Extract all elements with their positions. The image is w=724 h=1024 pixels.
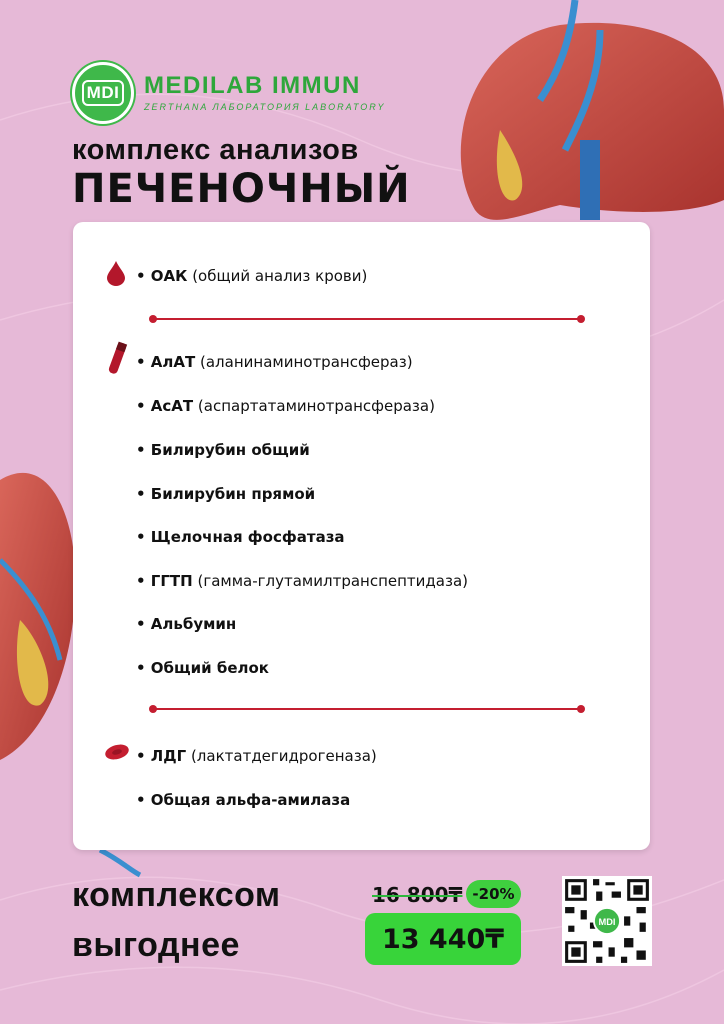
list-item: • ОАК (общий анализ крови) (136, 267, 368, 285)
list-item: • АсАТ (аспартатаминотрансфераза) (136, 397, 435, 415)
separator-line (153, 318, 581, 320)
blood-drop-icon (106, 260, 126, 286)
list-item: • Билирубин прямой (136, 485, 316, 503)
qr-code[interactable] (562, 876, 652, 966)
list-item: • ЛДГ (лактатдегидрогеназа) (136, 747, 377, 765)
discount-badge: -20% (466, 880, 521, 908)
qr-logo-text: MDI (598, 917, 616, 928)
list-item: • ГГТП (гамма-глутамилтранспептидаза) (136, 572, 468, 590)
red-blood-cell-icon (104, 743, 130, 761)
mdi-logo-icon (72, 62, 134, 124)
list-item: • Билирубин общий (136, 441, 310, 459)
list-item: • Общая альфа-амилаза (136, 791, 351, 809)
slogan-line-2: выгоднее (72, 926, 240, 964)
list-item: • Щелочная фосфатаза (136, 528, 345, 546)
brand-name: MEDILAB IMMUN (144, 72, 361, 99)
separator-line (153, 708, 581, 710)
old-price: 16 800₸ (372, 883, 463, 907)
brand-subtitle: ZERTHANA ЛАБОРАТОРИЯ LABORATORY (144, 102, 386, 112)
list-item: • АлАТ (аланинаминотрансфераз) (136, 353, 413, 371)
title-line-1: комплекс анализов (72, 134, 359, 166)
logo-text: MDI (82, 80, 125, 106)
list-item: • Альбумин (136, 615, 237, 633)
list-item: • Общий белок (136, 659, 269, 677)
test-tube-icon (105, 340, 129, 378)
new-price: 13 440₸ (365, 913, 521, 965)
brand-logo (72, 62, 385, 124)
slogan-line-1: комплексом (72, 876, 281, 914)
tests-card (73, 222, 650, 850)
page-title: ПЕЧЕНОЧНЫЙ (72, 166, 411, 212)
